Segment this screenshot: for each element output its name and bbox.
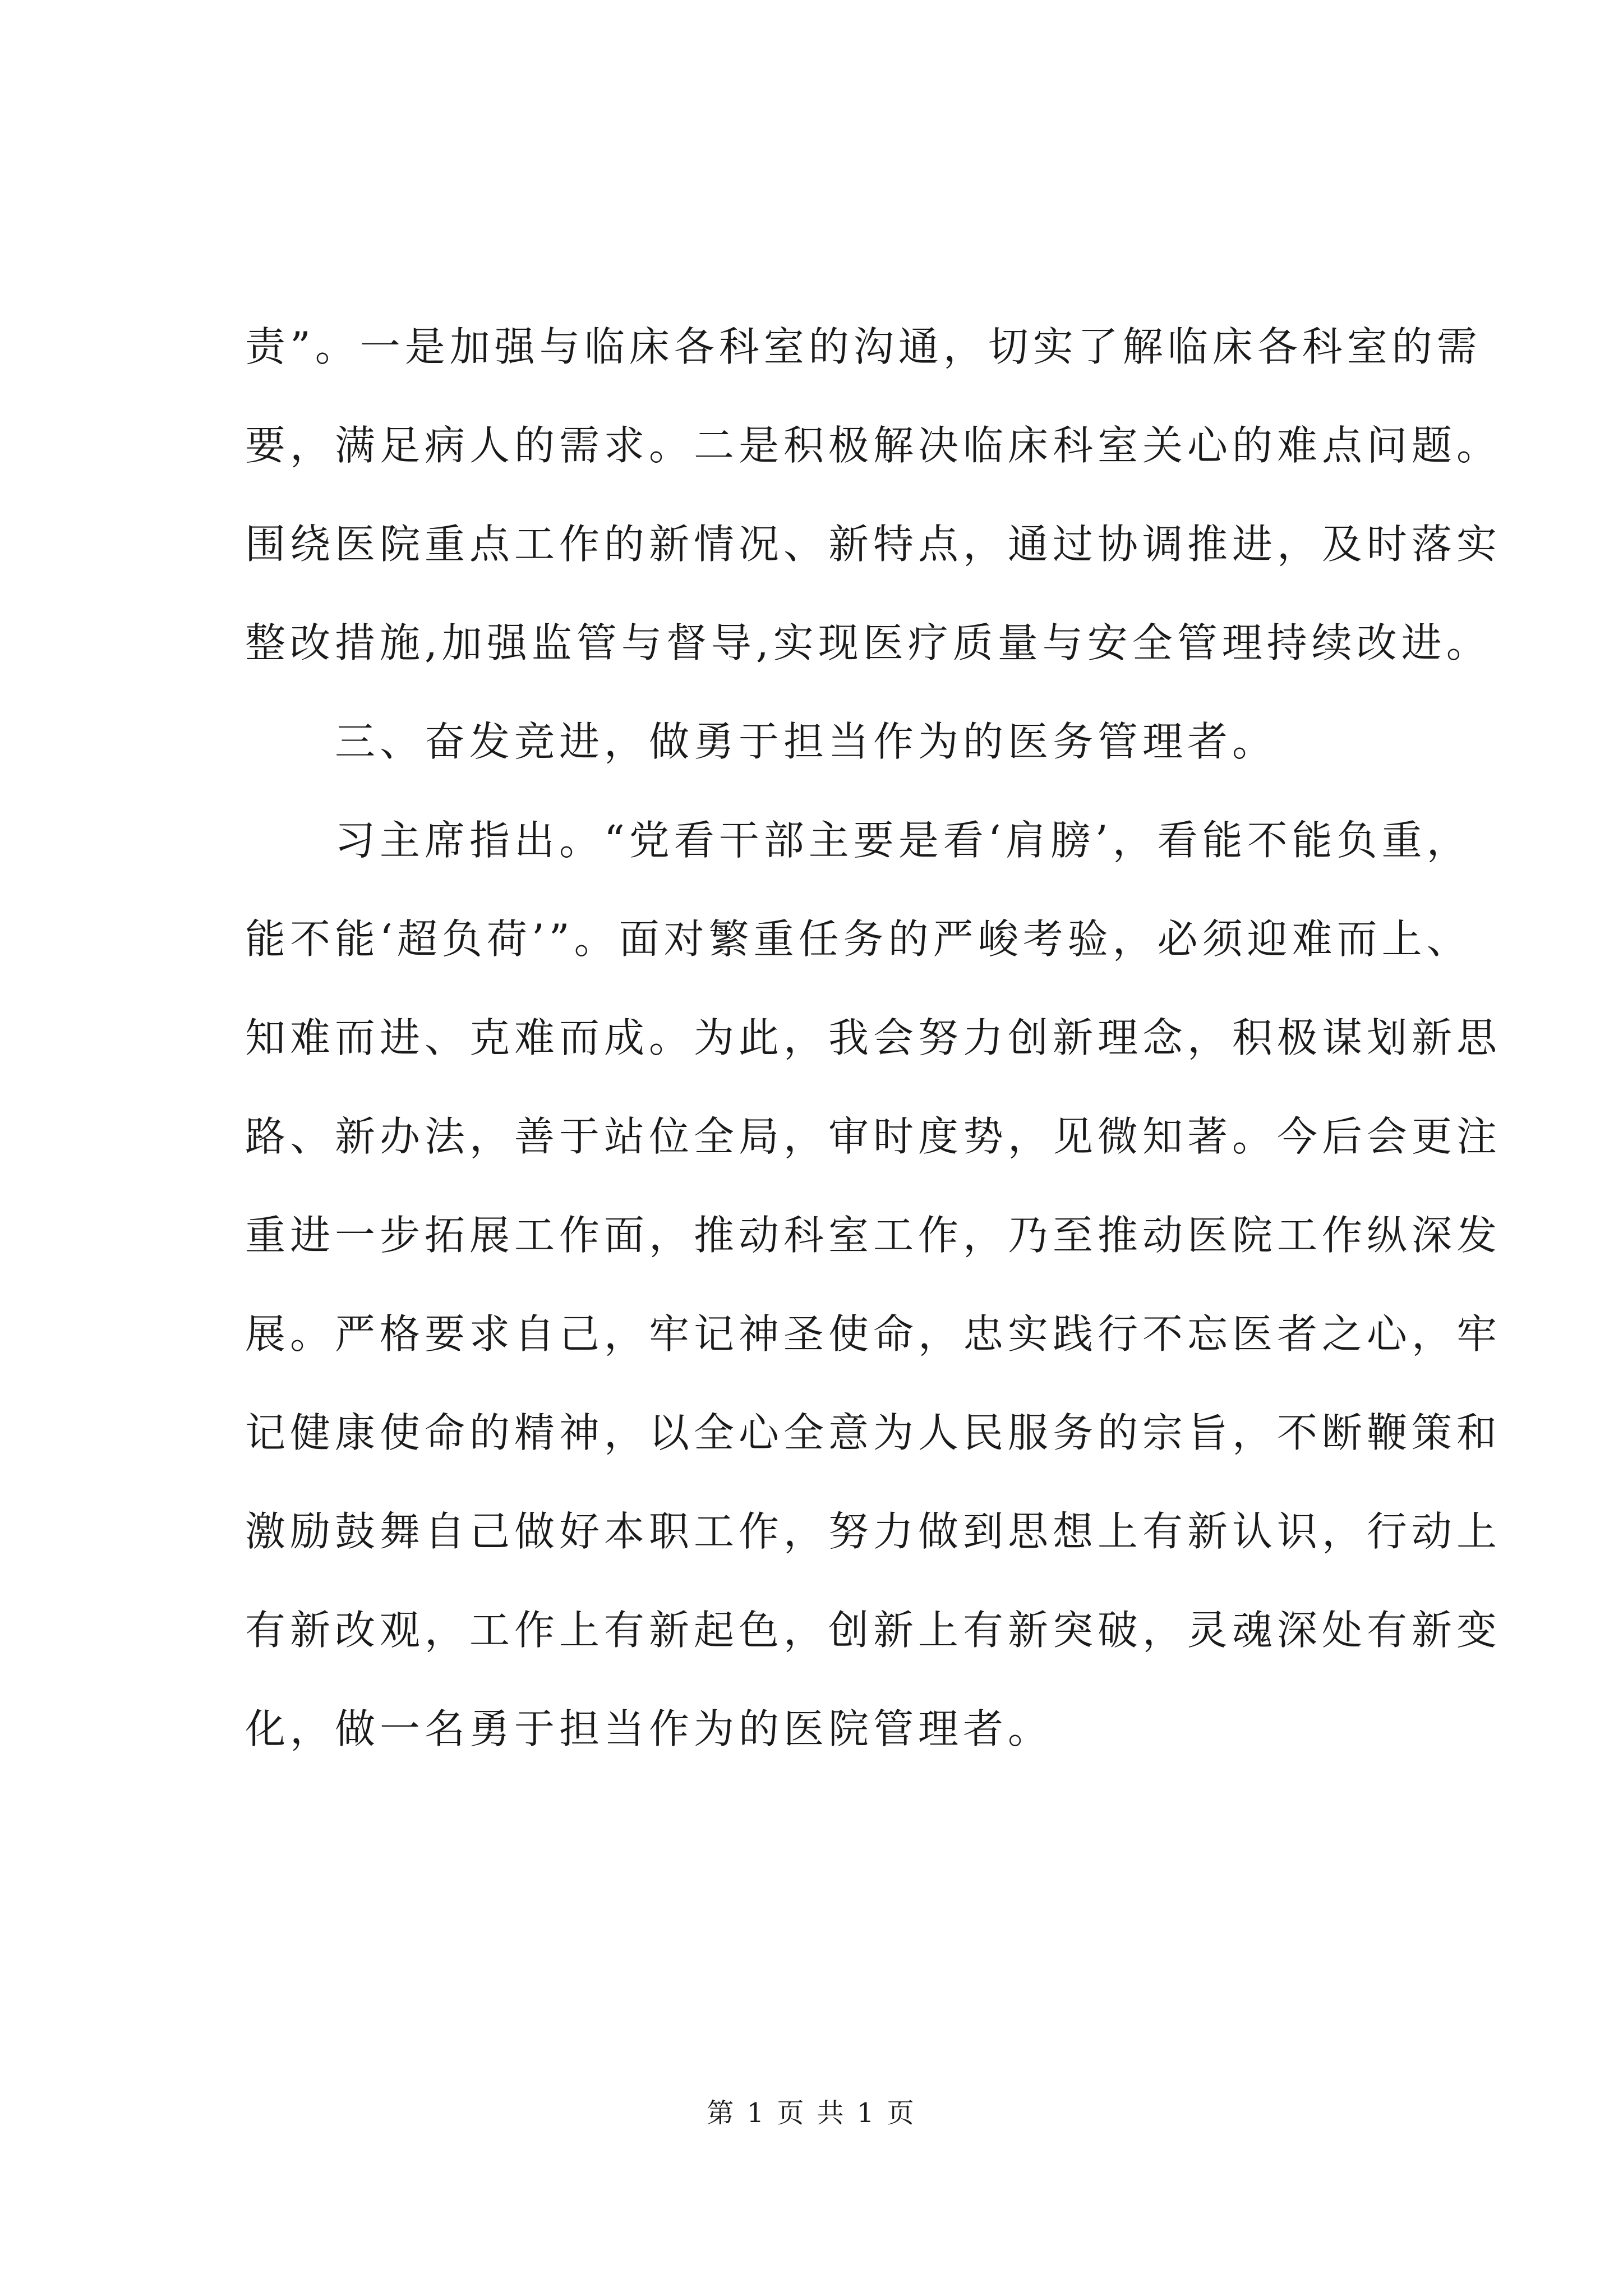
document-body [245,297,1502,1778]
text-line [245,396,1502,495]
text-line-content: 化，做一名勇于担当作为的医院管理者。 [245,1705,1053,1752]
section-heading [245,692,1423,791]
text-line-content: 记健康使命的精神，以全心全意为人民服务的宗旨，不断鞭策和 [245,1409,1502,1456]
text-line-content: 整改措施,加强监管与督导,实现医疗质量与安全管理持续改进。 [245,619,1491,666]
text-line-content: 要，满足病人的需求。二是积极解决临床科室关心的难点问题。 [245,422,1502,469]
text-line-content: 激励鼓舞自己做好本职工作，努力做到思想上有新认识，行动上 [245,1508,1502,1555]
text-line-content: 能不能‘超负荷’”。面对繁重任务的严峻考验，必须迎难而上、 [245,915,1472,963]
text-line [245,1186,1502,1285]
text-line [245,988,1502,1087]
text-line-content: 知难而进、克难而成。为此，我会努力创新理念，积极谋划新思 [245,1014,1502,1061]
text-line [245,297,1482,396]
text-line [245,593,1491,692]
text-line-last [245,1680,1423,1778]
page-footer [0,2091,1623,2130]
text-line [245,890,1472,988]
paragraph-first-line [245,791,1472,890]
text-line-content: 有新改观，工作上有新起色，创新上有新突破，灵魂深处有新变 [245,1607,1502,1654]
page-number: 第 1 页 共 1 页 [707,2097,916,2129]
text-line [245,1482,1502,1581]
text-line-content: 围绕医院重点工作的新情况、新特点，通过协调推进，及时落实 [245,521,1502,568]
text-line [245,1383,1502,1482]
text-line [245,495,1502,593]
text-line [245,1285,1502,1383]
text-line-content: 习主席指出。“党看干部主要是看‘肩膀’，看能不能负重， [335,817,1472,864]
text-line [245,1087,1502,1186]
section-heading-text: 三、奋发竞进，做勇于担当作为的医务管理者。 [335,718,1278,765]
text-line-content: 责”。一是加强与临床各科室的沟通，切实了解临床各科室的需 [245,323,1482,370]
text-line-content: 重进一步拓展工作面，推动科室工作，乃至推动医院工作纵深发 [245,1212,1502,1259]
text-line-content: 路、新办法，善于站位全局，审时度势，见微知著。今后会更注 [245,1113,1502,1160]
text-line-content: 展。严格要求自己，牢记神圣使命，忠实践行不忘医者之心，牢 [245,1310,1502,1358]
text-line [245,1581,1502,1680]
